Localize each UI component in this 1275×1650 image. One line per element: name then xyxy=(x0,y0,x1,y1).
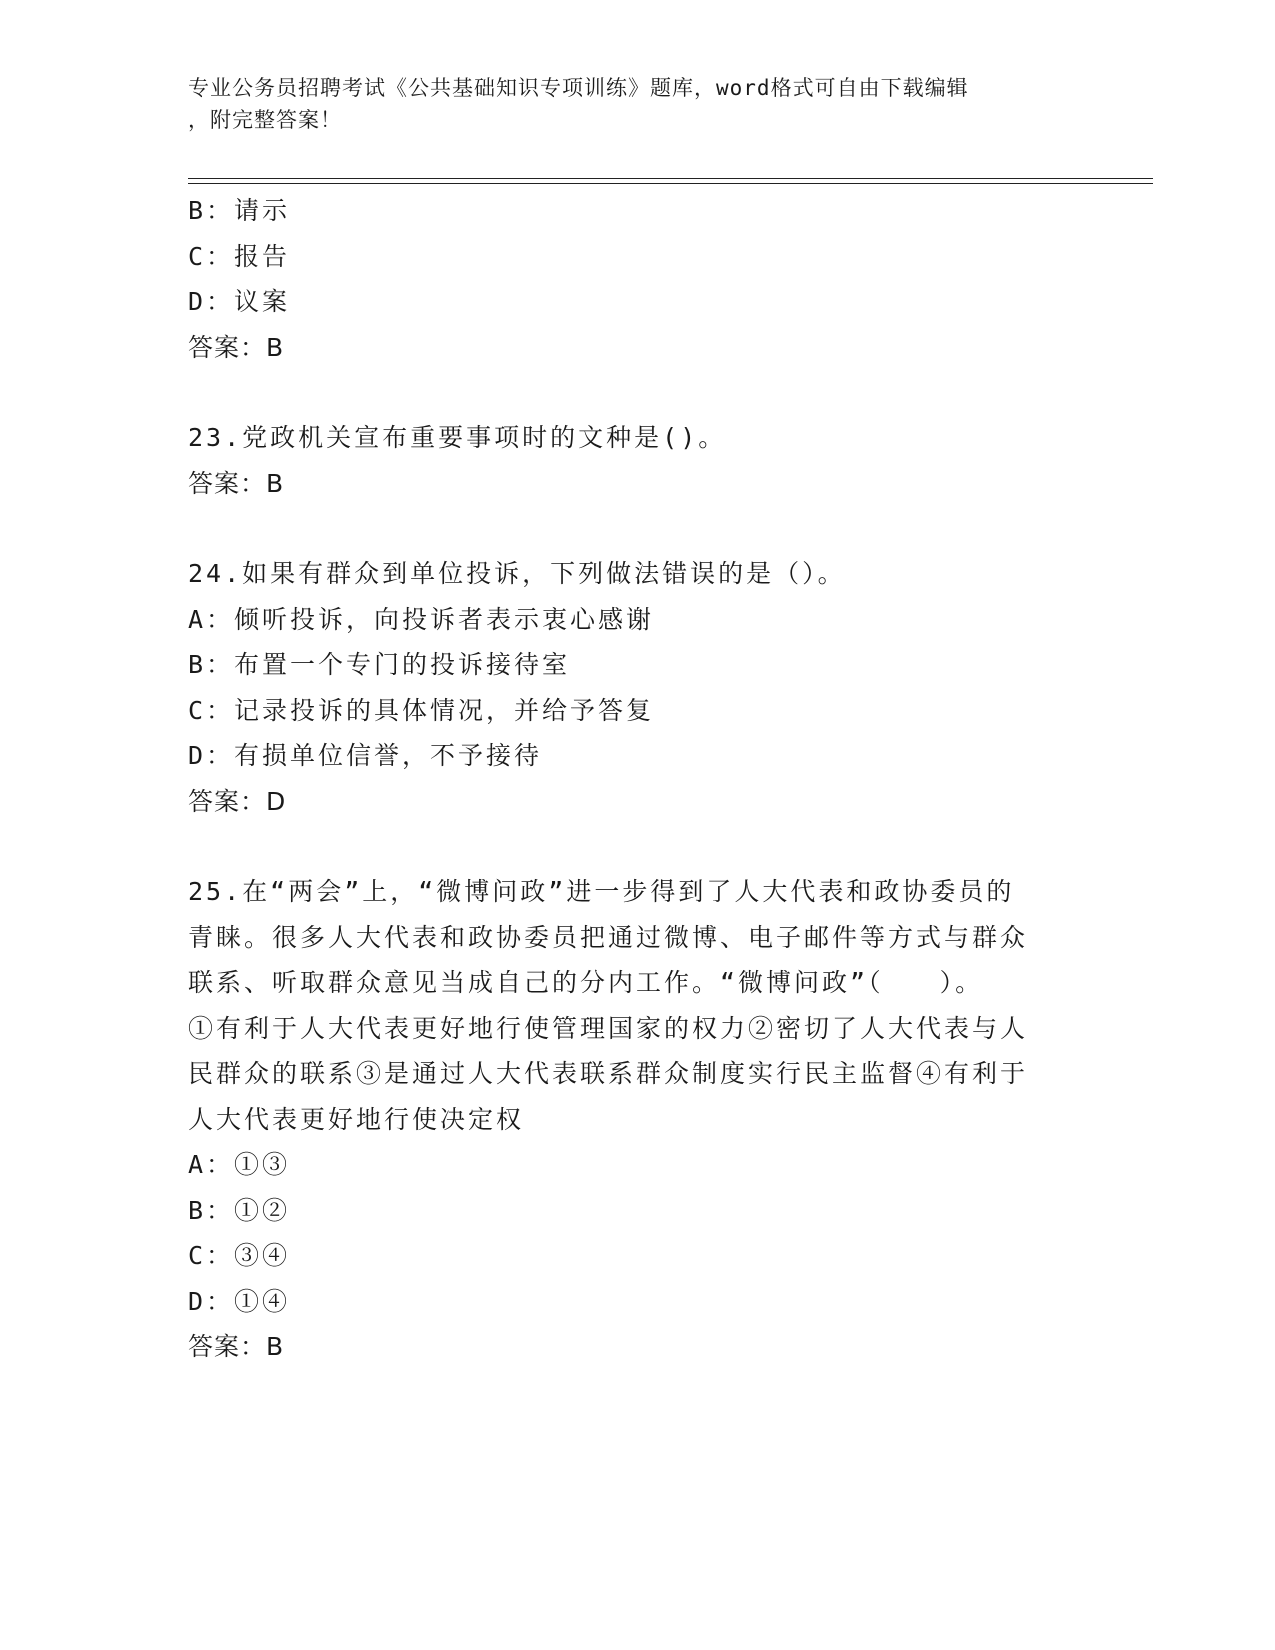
q22-answer: 答案：B xyxy=(188,332,285,362)
q25-answer: 答案：B xyxy=(188,1332,285,1361)
q25-question-line: 民群众的联系③是通过人大代表联系群众制度实行民主监督④有利于 xyxy=(188,1059,1029,1088)
q25-option-c: C：③④ xyxy=(188,1241,291,1270)
q22-option-b: B：请示 xyxy=(188,196,291,225)
question-25 xyxy=(188,869,1088,1370)
q24-option-c: C：记录投诉的具体情况，并给予答复 xyxy=(188,695,655,725)
question-22 xyxy=(188,188,1088,370)
q23-question-text: 23.党政机关宣布重要事项时的文种是()。 xyxy=(188,423,727,452)
header-divider-top xyxy=(188,178,1153,179)
header-line-2: ，附完整答案！ xyxy=(188,108,342,132)
header-divider-bottom xyxy=(188,183,1153,184)
q25-question-line: 联系、听取群众意见当成自己的分内工作。“微博问政”（ ）。 xyxy=(188,968,984,997)
q25-question-line: 25.在“两会”上，“微博问政”进一步得到了人大代表和政协委员的 xyxy=(188,877,1015,906)
document-header xyxy=(188,72,1068,136)
question-list xyxy=(188,188,1088,1370)
q24-option-a: A：倾听投诉，向投诉者表示衷心感谢 xyxy=(188,604,655,634)
spacer xyxy=(188,824,1088,869)
q25-option-a: A：①③ xyxy=(188,1150,291,1179)
q25-question-line: ①有利于人大代表更好地行使管理国家的权力②密切了人大代表与人 xyxy=(188,1013,1029,1043)
question-24 xyxy=(188,551,1088,824)
q25-question-line: 青睐。很多人大代表和政协委员把通过微博、电子邮件等方式与群众 xyxy=(188,922,1029,952)
q25-question-line: 人大代表更好地行使决定权 xyxy=(188,1104,525,1134)
question-23 xyxy=(188,415,1088,506)
header-line-1: 专业公务员招聘考试《公共基础知识专项训练》题库，word格式可自由下载编辑 xyxy=(188,76,969,100)
q22-option-c: C：报告 xyxy=(188,241,291,271)
q25-option-d: D：①④ xyxy=(188,1286,291,1316)
spacer xyxy=(188,506,1088,551)
q23-answer: 答案：B xyxy=(188,468,285,498)
q24-answer: 答案：D xyxy=(188,786,287,816)
q24-question-text: 24.如果有群众到单位投诉，下列做法错误的是（）。 xyxy=(188,559,846,588)
spacer xyxy=(188,370,1088,415)
q24-option-d: D：有损单位信誉，不予接待 xyxy=(188,741,543,770)
q25-option-b: B：①② xyxy=(188,1195,291,1225)
q24-option-b: B：布置一个专门的投诉接待室 xyxy=(188,650,571,679)
q22-option-d: D：议案 xyxy=(188,287,291,316)
